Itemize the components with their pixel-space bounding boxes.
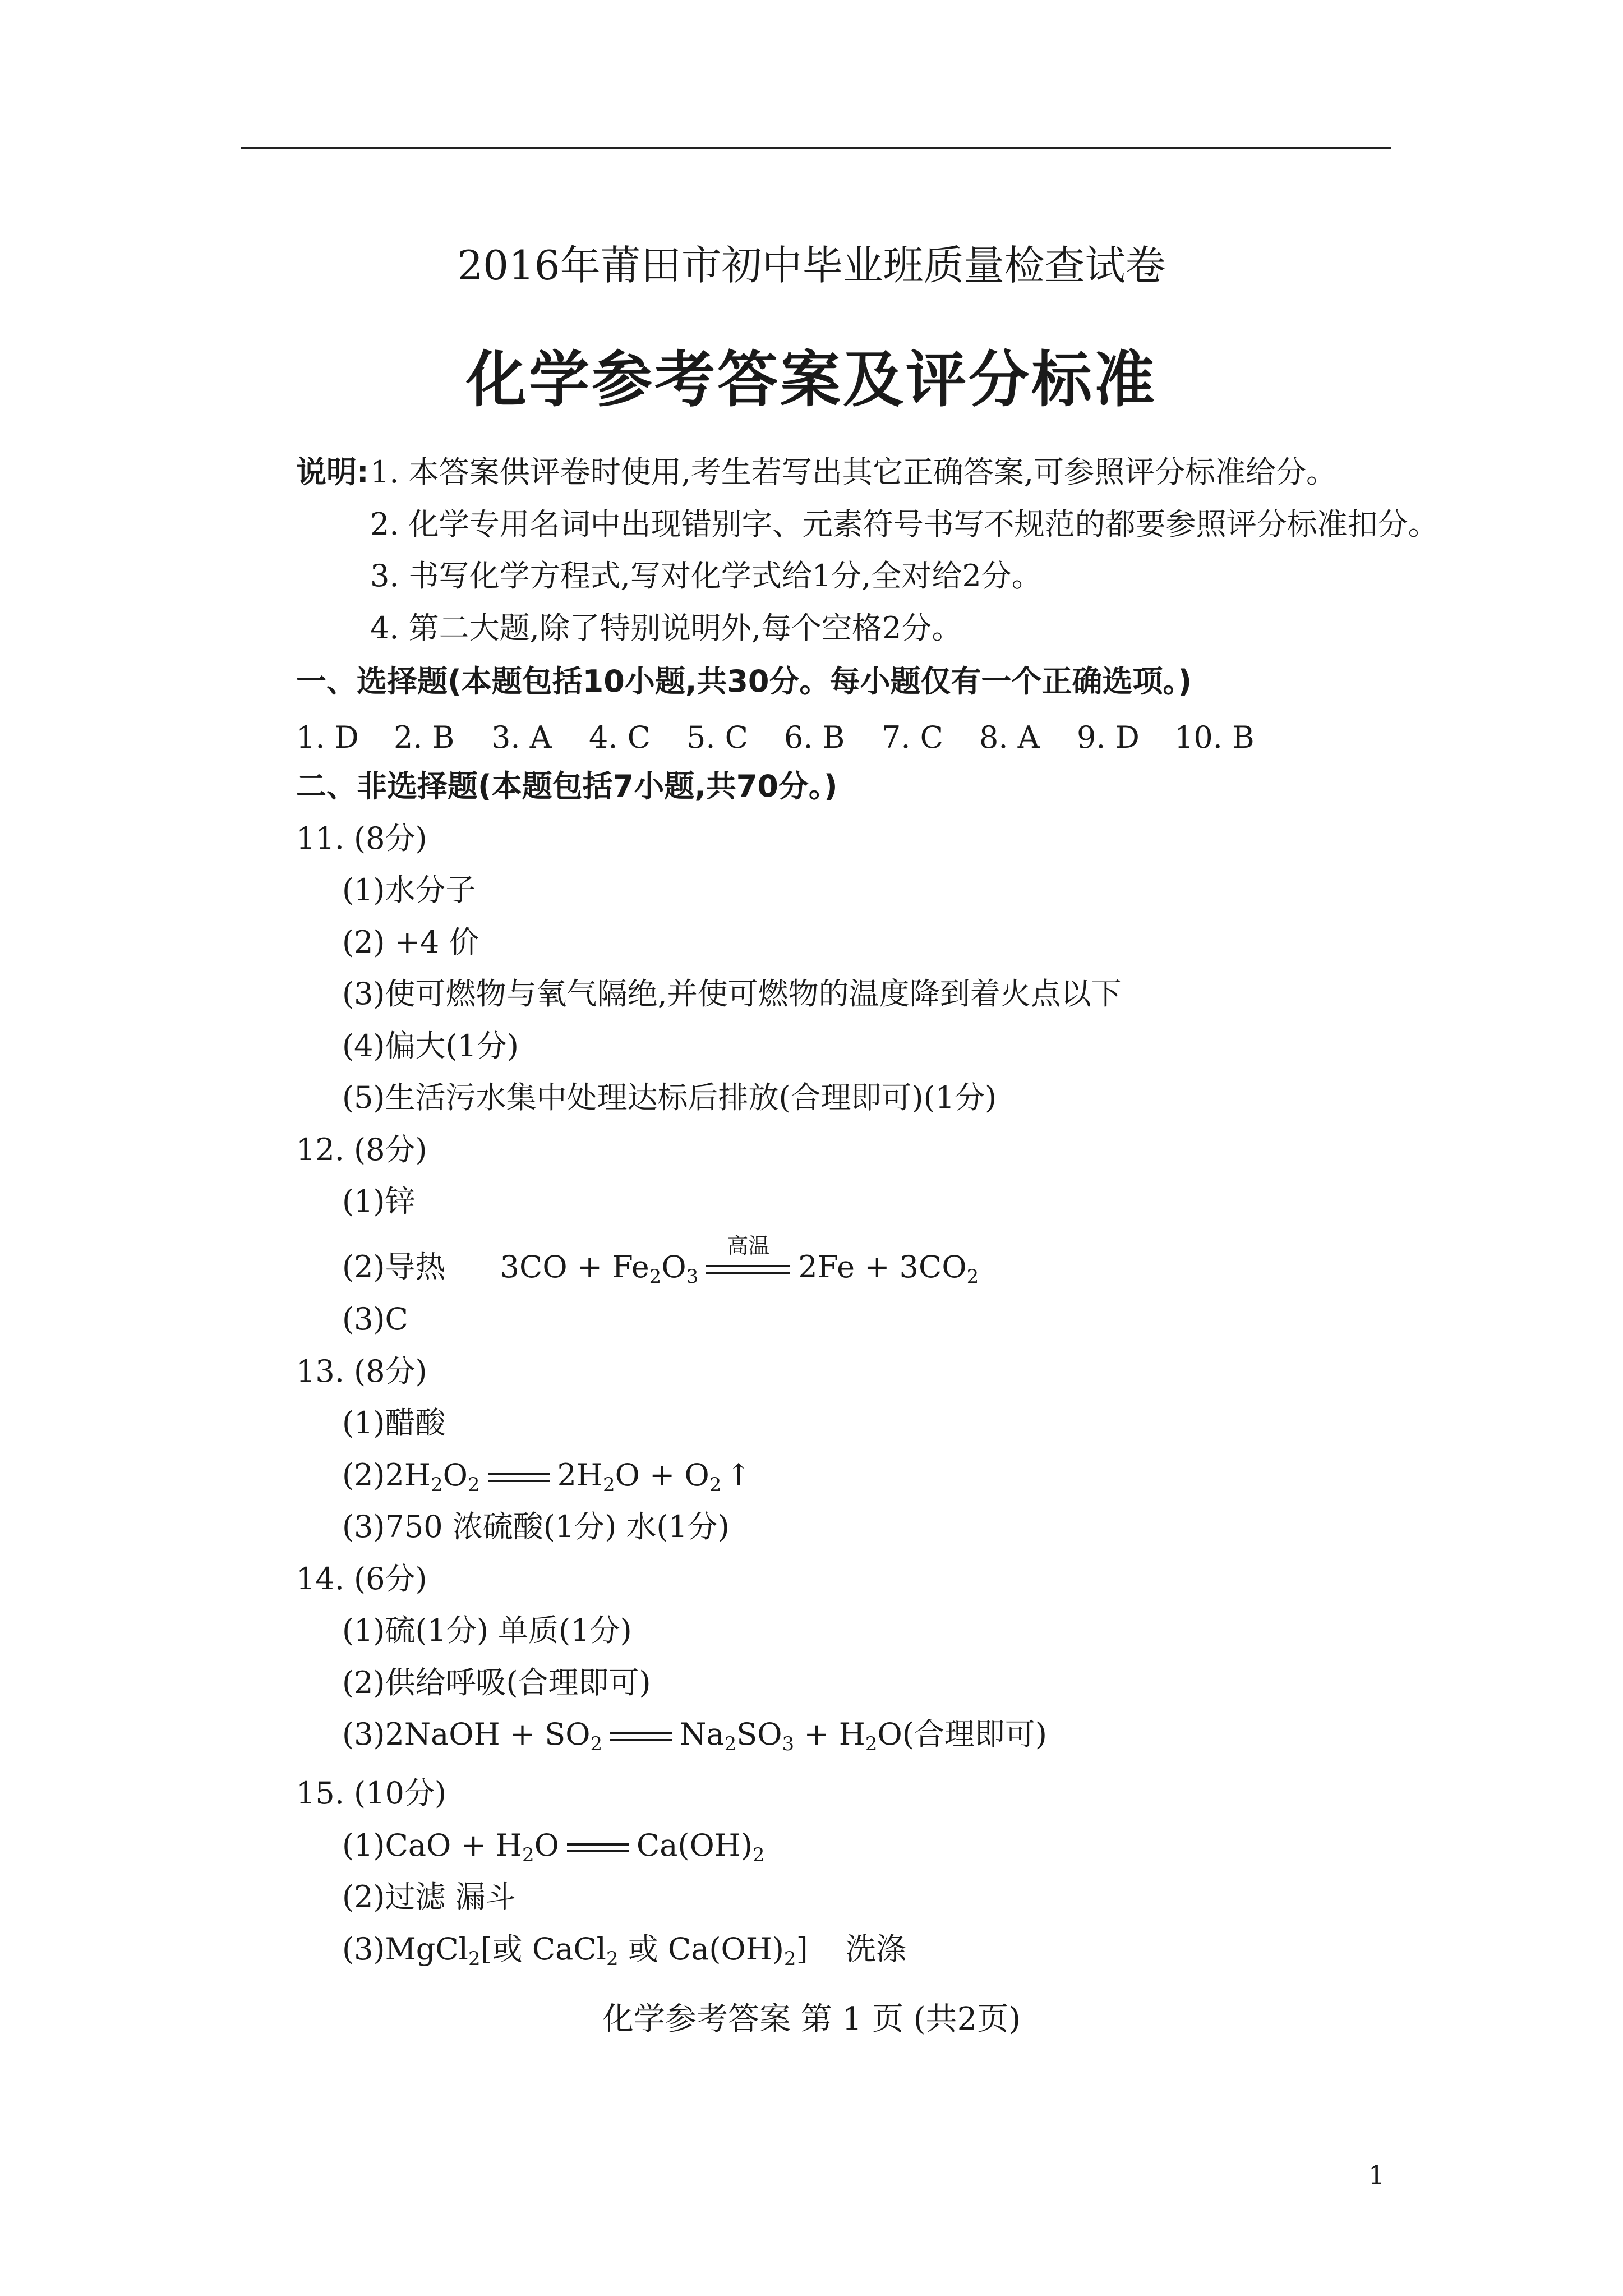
reaction-equals-sign xyxy=(706,1234,790,1278)
q14-answer-2: (2)供给呼吸(合理即可) xyxy=(342,1665,651,1700)
mc-answer: 4. C xyxy=(589,720,651,755)
mc-answer: 9. D xyxy=(1077,720,1140,755)
mc-answer: 10. B xyxy=(1174,720,1255,755)
q12-answer-2-prefix: (2)导热 xyxy=(342,1249,446,1285)
q12-answer-2 xyxy=(342,1234,979,1288)
q14-answer-1: (1)硫(1分) 单质(1分) xyxy=(342,1613,632,1648)
q11-label: 11. (8分) xyxy=(296,821,427,856)
q15-equation: CaO + $H_2O$ $Ca(OH)_2$ xyxy=(385,1828,765,1866)
mc-answer: 6. B xyxy=(784,720,845,755)
note-item-4: 4. 第二大题,除了特别说明外,每个空格2分。 xyxy=(370,610,962,646)
reaction-equals-sign xyxy=(610,1728,672,1745)
q11-answer-5: (5)生活污水集中处理达标后排放(合理即可)(1分) xyxy=(342,1080,997,1115)
q15-answer-1-prefix: (1) xyxy=(342,1828,385,1863)
page-title: 2016年莆田市初中毕业班质量检查试卷 xyxy=(457,242,1166,289)
q11-answer-4: (4)偏大(1分) xyxy=(342,1028,519,1064)
q12-answer-1: (1)锌 xyxy=(342,1184,416,1219)
q12-answer-3: (3)C xyxy=(342,1301,408,1337)
q12-label: 12. (8分) xyxy=(296,1132,427,1167)
gas-arrow-icon: ↑ xyxy=(726,1457,751,1493)
q11-answer-3: (3)使可燃物与氧气隔绝,并使可燃物的温度降到着火点以下 xyxy=(342,976,1122,1011)
header-rule xyxy=(241,147,1391,149)
q13-answer-2 xyxy=(342,1457,751,1496)
q15-answer-1 xyxy=(342,1828,765,1866)
reaction-equals-sign xyxy=(488,1469,550,1486)
page-number: 1 xyxy=(1368,2160,1385,2190)
mc-answer: 8. A xyxy=(979,720,1040,755)
mc-answer: 2. B xyxy=(394,720,455,755)
q15-answer-2: (2)过滤 漏斗 xyxy=(342,1879,516,1915)
page-subtitle: 化学参考答案及评分标准 xyxy=(465,345,1157,415)
q14-label: 14. (6分) xyxy=(296,1561,427,1596)
q15-formula: MgCl$_2$[或 CaCl$_2$ 或 $Ca(OH)_2$] xyxy=(385,1931,808,1970)
reaction-equals-sign xyxy=(567,1839,629,1856)
note-item-3: 3. 书写化学方程式,写对化学式给1分,全对给2分。 xyxy=(370,558,1042,593)
q13-answer-3: (3)750 浓硫酸(1分) 水(1分) xyxy=(342,1509,730,1544)
q11-answer-2: (2) +4 价 xyxy=(342,924,479,960)
reaction-condition: 高温 xyxy=(727,1234,770,1258)
q14-answer-3 xyxy=(342,1717,1047,1755)
mc-answer: 5. C xyxy=(686,720,749,755)
note-item-2: 2. 化学专用名词中出现错别字、元素符号书写不规范的都要参照评分标准扣分。 xyxy=(370,507,1438,542)
q15-answer-3-prefix: (3) xyxy=(342,1931,385,1967)
mc-answer: 7. C xyxy=(882,720,944,755)
page-footer: 化学参考答案 第 1 页 (共2页) xyxy=(602,2001,1021,2037)
q15-label: 15. (10分) xyxy=(296,1775,446,1811)
q11-answer-1: (1)水分子 xyxy=(342,872,476,908)
q15-answer-3-suffix: 洗涤 xyxy=(845,1931,906,1967)
mc-answer: 1. D xyxy=(296,720,359,755)
note-item-1: 1. 本答案供评卷时使用,考生若写出其它正确答案,可参照评分标准给分。 xyxy=(370,454,1337,490)
q13-equation: $2H_2O_2$ $2H_2O + O_2$ ↑ xyxy=(385,1457,751,1496)
notes-label: 说明: xyxy=(296,454,369,490)
q12-equation: $3CO + Fe_2O_3$ 高温 $2Fe + 3CO_2$ xyxy=(500,1234,979,1288)
section2-heading: 二、非选择题(本题包括7小题,共70分。) xyxy=(296,769,838,804)
mc-answer: 3. A xyxy=(491,720,552,755)
q14-answer-3-suffix: (合理即可) xyxy=(902,1717,1047,1752)
q13-answer-2-prefix: (2) xyxy=(342,1457,385,1493)
q15-answer-3 xyxy=(342,1931,906,1970)
q13-label: 13. (8分) xyxy=(296,1354,427,1389)
q14-answer-3-prefix: (3) xyxy=(342,1717,385,1752)
q14-equation: 2NaOH + $SO_2$ $Na_2SO_3 + H_2O$ xyxy=(385,1717,902,1755)
q13-answer-1: (1)醋酸 xyxy=(342,1405,446,1441)
section1-heading: 一、选择题(本题包括10小题,共30分。每小题仅有一个正确选项。) xyxy=(296,664,1192,699)
